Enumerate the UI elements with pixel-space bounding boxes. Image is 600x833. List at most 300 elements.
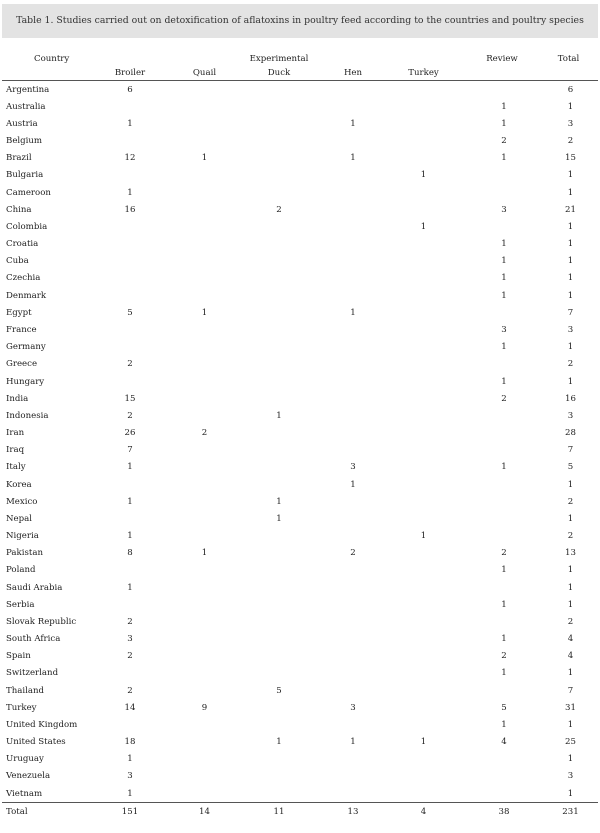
cell-country: Vietnam (6, 788, 43, 799)
cell-country: United States (6, 737, 66, 748)
cell-turkey (388, 459, 459, 476)
cell-country: Hungary (6, 376, 45, 387)
cell-total: 1 (567, 342, 574, 353)
table-row (2, 442, 598, 459)
cell-broiler (91, 339, 169, 356)
cell-duck (240, 115, 318, 132)
cell-turkey (388, 81, 459, 99)
cell-turkey (388, 150, 459, 167)
cell-turkey: 1 (420, 531, 427, 542)
table-row (2, 613, 598, 630)
cell-hen (318, 768, 388, 785)
cell-turkey (388, 270, 459, 287)
cell-country: France (6, 324, 37, 335)
cell-turkey (388, 115, 459, 132)
cell-turkey (388, 373, 459, 390)
cell-review (459, 768, 539, 785)
cell-hen (318, 527, 388, 544)
table-row (2, 596, 598, 613)
cell-broiler: 1 (127, 187, 133, 198)
cell-duck (240, 339, 318, 356)
cell-country: Australia (6, 101, 46, 112)
cell-review (459, 218, 539, 235)
cell-duck (240, 665, 318, 682)
cell-quail (169, 253, 240, 270)
cell-duck (240, 459, 318, 476)
cell-broiler (91, 236, 169, 253)
cell-total: 1 (567, 719, 574, 730)
cell-broiler (91, 218, 169, 235)
cell-turkey (388, 493, 459, 510)
cell-turkey (388, 596, 459, 613)
cell-turkey (388, 390, 459, 407)
cell-review (459, 442, 539, 459)
cell-duck (240, 545, 318, 562)
cell-quail (169, 459, 240, 476)
table-caption: Table 1. Studies carried out on detoxification of aflatoxins in poultry feed according to the countries and poultry species (2, 4, 598, 38)
cell-total: 31 (565, 702, 576, 713)
cell-duck (240, 562, 318, 579)
cell-turkey (388, 201, 459, 218)
cell-broiler: 7 (127, 445, 133, 456)
cell-total: 1 (567, 101, 574, 112)
cell-broiler: 2 (127, 651, 133, 662)
table-row (2, 751, 598, 768)
cell-quail: 1 (201, 153, 208, 164)
cell-total: 21 (565, 204, 576, 215)
cell-duck: 1 (276, 513, 282, 524)
cell-turkey (388, 613, 459, 630)
cell-hen: 3 (350, 702, 356, 713)
cell-review: 1 (501, 462, 507, 473)
cell-review: 1 (501, 342, 507, 353)
cell-review (459, 167, 539, 184)
cell-country: Nigeria (6, 531, 39, 542)
cell-turkey (388, 133, 459, 150)
table-container (2, 4, 598, 820)
cell-hen (318, 562, 388, 579)
cell-country: United Kingdom (6, 719, 78, 730)
cell-hen (318, 613, 388, 630)
cell-duck (240, 150, 318, 167)
cell-total: 25 (565, 737, 576, 748)
cell-review: 1 (501, 239, 507, 250)
cell-country: Bulgaria (6, 170, 44, 181)
cell-quail (169, 493, 240, 510)
cell-quail: 9 (201, 702, 208, 713)
cell-duck (240, 287, 318, 304)
cell-duck (240, 236, 318, 253)
cell-quail (169, 390, 240, 407)
cell-quail (169, 442, 240, 459)
cell-quail (169, 510, 240, 527)
cell-quail (169, 270, 240, 287)
cell-duck: 1 (276, 410, 282, 421)
table-row (2, 734, 598, 751)
cell-turkey (388, 321, 459, 338)
cell-country: Poland (6, 565, 36, 576)
table-row (2, 648, 598, 665)
cell-broiler (91, 98, 169, 115)
cell-country: Brazil (6, 153, 32, 164)
cell-review: 1 (501, 634, 507, 645)
cell-country: Venezuela (6, 771, 51, 782)
cell-total: 1 (567, 668, 574, 679)
total-turkey: 4 (388, 803, 459, 821)
cell-country: Czechia (6, 273, 41, 284)
cell-total: 1 (567, 582, 574, 593)
table-row (2, 407, 598, 424)
table-row (2, 424, 598, 441)
cell-hen (318, 81, 388, 99)
cell-country: Croatia (6, 239, 39, 250)
cell-hen (318, 218, 388, 235)
cell-country: Thailand (6, 685, 45, 696)
cell-total: 1 (567, 479, 574, 490)
cell-quail (169, 527, 240, 544)
table-row (2, 236, 598, 253)
cell-quail (169, 218, 240, 235)
cell-turkey (388, 407, 459, 424)
cell-hen (318, 236, 388, 253)
cell-quail (169, 133, 240, 150)
cell-broiler: 8 (127, 548, 133, 559)
cell-duck (240, 648, 318, 665)
table-row (2, 287, 598, 304)
cell-duck (240, 699, 318, 716)
cell-broiler: 1 (127, 531, 133, 542)
cell-country: Indonesia (6, 410, 49, 421)
cell-country: Saudi Arabia (6, 582, 63, 593)
total-total: 231 (539, 803, 598, 821)
cell-broiler: 2 (127, 616, 133, 627)
cell-total: 2 (567, 496, 574, 507)
cell-quail (169, 167, 240, 184)
cell-turkey (388, 562, 459, 579)
cell-total: 16 (565, 393, 576, 404)
cell-broiler: 16 (124, 204, 136, 215)
cell-review: 3 (501, 204, 507, 215)
cell-quail (169, 98, 240, 115)
cell-review: 4 (501, 737, 507, 748)
cell-quail (169, 648, 240, 665)
cell-turkey (388, 424, 459, 441)
cell-duck: 5 (276, 685, 282, 696)
cell-duck (240, 133, 318, 150)
cell-duck (240, 321, 318, 338)
total-quail: 14 (169, 803, 240, 821)
cell-review (459, 407, 539, 424)
cell-review (459, 527, 539, 544)
cell-hen: 1 (350, 737, 356, 748)
table-row (2, 184, 598, 201)
cell-review (459, 579, 539, 596)
cell-review (459, 682, 539, 699)
cell-broiler (91, 373, 169, 390)
cell-hen (318, 356, 388, 373)
cell-hen (318, 373, 388, 390)
cell-turkey (388, 631, 459, 648)
cell-country: Korea (6, 479, 32, 490)
cell-review: 1 (501, 153, 507, 164)
table-row (2, 493, 598, 510)
cell-hen: 1 (350, 153, 356, 164)
cell-broiler (91, 510, 169, 527)
cell-duck (240, 270, 318, 287)
cell-duck (240, 184, 318, 201)
cell-broiler: 2 (127, 410, 133, 421)
cell-review: 2 (501, 651, 507, 662)
cell-hen (318, 442, 388, 459)
cell-broiler (91, 665, 169, 682)
cell-quail: 1 (201, 548, 208, 559)
table-row (2, 81, 598, 99)
cell-review: 3 (501, 324, 507, 335)
cell-hen (318, 287, 388, 304)
cell-duck (240, 304, 318, 321)
cell-turkey (388, 442, 459, 459)
cell-total: 7 (567, 445, 574, 456)
table-row (2, 339, 598, 356)
cell-review: 1 (501, 118, 507, 129)
cell-review (459, 356, 539, 373)
cell-review (459, 424, 539, 441)
cell-broiler: 2 (127, 359, 133, 370)
cell-hen (318, 716, 388, 733)
cell-broiler: 14 (124, 702, 136, 713)
cell-broiler: 1 (127, 788, 133, 799)
cell-duck (240, 98, 318, 115)
cell-duck (240, 716, 318, 733)
cell-turkey (388, 682, 459, 699)
cell-broiler: 26 (124, 428, 136, 439)
table-row (2, 682, 598, 699)
cell-broiler (91, 287, 169, 304)
cell-quail (169, 81, 240, 99)
cell-country: Italy (6, 462, 26, 473)
total-review: 38 (459, 803, 539, 821)
cell-quail (169, 596, 240, 613)
cell-duck (240, 596, 318, 613)
cell-total: 2 (567, 136, 574, 147)
header-broiler: Broiler (91, 65, 169, 81)
cell-quail (169, 665, 240, 682)
cell-hen: 2 (350, 548, 356, 559)
table-row (2, 150, 598, 167)
header-total: Total (557, 54, 580, 64)
cell-broiler: 1 (127, 496, 133, 507)
table-row (2, 321, 598, 338)
cell-country: China (6, 204, 32, 215)
cell-duck (240, 253, 318, 270)
cell-hen (318, 579, 388, 596)
cell-hen (318, 270, 388, 287)
cell-duck (240, 373, 318, 390)
cell-broiler (91, 596, 169, 613)
cell-country: Egypt (6, 307, 32, 318)
cell-hen: 1 (350, 307, 356, 318)
cell-country: Slovak Republic (6, 616, 77, 627)
table-row (2, 115, 598, 132)
cell-total: 2 (567, 359, 574, 370)
cell-turkey (388, 304, 459, 321)
cell-duck (240, 476, 318, 493)
table-row (2, 356, 598, 373)
table-row (2, 459, 598, 476)
cell-total: 4 (567, 651, 574, 662)
cell-total: 1 (567, 513, 574, 524)
cell-quail (169, 613, 240, 630)
cell-quail (169, 785, 240, 803)
cell-hen: 1 (350, 479, 356, 490)
cell-hen (318, 339, 388, 356)
cell-turkey (388, 751, 459, 768)
cell-broiler (91, 716, 169, 733)
header-hen: Hen (318, 65, 388, 81)
cell-total: 1 (567, 187, 574, 198)
cell-quail (169, 373, 240, 390)
table-row (2, 98, 598, 115)
cell-turkey (388, 768, 459, 785)
cell-quail (169, 115, 240, 132)
cell-country: Mexico (6, 496, 38, 507)
cell-hen (318, 493, 388, 510)
cell-turkey: 1 (420, 737, 427, 748)
cell-total: 1 (567, 565, 574, 576)
cell-country: Greece (6, 359, 38, 370)
cell-total: 13 (565, 548, 576, 559)
cell-review: 1 (501, 668, 507, 679)
cell-country: Uruguay (6, 754, 44, 765)
table-row (2, 665, 598, 682)
cell-country: Austria (6, 118, 38, 129)
table-row (2, 270, 598, 287)
cell-broiler: 1 (127, 754, 133, 765)
table-row (2, 373, 598, 390)
cell-total: 4 (567, 634, 574, 645)
cell-quail (169, 476, 240, 493)
table-row (2, 631, 598, 648)
cell-review: 2 (501, 393, 507, 404)
table-row (2, 768, 598, 785)
cell-duck (240, 768, 318, 785)
cell-hen (318, 167, 388, 184)
cell-country: Serbia (6, 599, 35, 610)
cell-duck (240, 442, 318, 459)
cell-broiler (91, 562, 169, 579)
cell-hen (318, 596, 388, 613)
cell-quail (169, 201, 240, 218)
cell-broiler: 6 (127, 84, 133, 95)
cell-country: Cameroon (6, 187, 51, 198)
cell-turkey (388, 339, 459, 356)
cell-total: 1 (567, 221, 574, 232)
cell-total: 28 (565, 428, 576, 439)
cell-review (459, 785, 539, 803)
cell-total: 2 (567, 616, 574, 627)
table-row (2, 527, 598, 544)
cell-hen (318, 201, 388, 218)
cell-country: Switzerland (6, 668, 59, 679)
cell-quail: 2 (201, 428, 208, 439)
cell-duck: 1 (276, 496, 282, 507)
cell-turkey (388, 665, 459, 682)
cell-quail (169, 287, 240, 304)
cell-review: 1 (501, 599, 507, 610)
cell-country: Pakistan (6, 548, 43, 559)
cell-duck: 1 (276, 737, 282, 748)
cell-duck (240, 785, 318, 803)
cell-hen (318, 390, 388, 407)
table-row (2, 133, 598, 150)
cell-turkey (388, 545, 459, 562)
cell-duck (240, 167, 318, 184)
cell-broiler: 3 (127, 771, 133, 782)
cell-turkey (388, 699, 459, 716)
cell-broiler: 5 (127, 307, 133, 318)
cell-country: Iraq (6, 445, 25, 456)
cell-review (459, 81, 539, 99)
cell-total: 1 (567, 290, 574, 301)
cell-hen (318, 682, 388, 699)
cell-quail (169, 236, 240, 253)
cell-turkey (388, 184, 459, 201)
cell-country: Spain (6, 651, 31, 662)
cell-duck (240, 356, 318, 373)
cell-country: Belgium (6, 136, 43, 147)
cell-hen (318, 407, 388, 424)
header-experimental: Experimental (249, 54, 309, 64)
cell-broiler (91, 476, 169, 493)
cell-turkey (388, 253, 459, 270)
cell-review (459, 184, 539, 201)
cell-hen (318, 648, 388, 665)
cell-broiler: 15 (124, 393, 136, 404)
cell-review: 1 (501, 101, 507, 112)
cell-duck (240, 613, 318, 630)
cell-review: 5 (501, 702, 507, 713)
cell-quail (169, 768, 240, 785)
cell-quail: 1 (201, 307, 208, 318)
cell-total: 6 (567, 84, 574, 95)
cell-broiler: 1 (127, 462, 133, 473)
cell-duck (240, 579, 318, 596)
cell-hen (318, 321, 388, 338)
table-row (2, 510, 598, 527)
cell-turkey (388, 476, 459, 493)
cell-broiler (91, 321, 169, 338)
cell-turkey (388, 510, 459, 527)
cell-review (459, 304, 539, 321)
cell-hen (318, 510, 388, 527)
cell-broiler (91, 167, 169, 184)
cell-quail (169, 682, 240, 699)
cell-quail (169, 579, 240, 596)
cell-turkey (388, 648, 459, 665)
cell-country: Colombia (6, 221, 48, 232)
cell-duck (240, 631, 318, 648)
table-row (2, 390, 598, 407)
data-table (2, 38, 598, 820)
cell-duck: 2 (276, 204, 282, 215)
cell-turkey (388, 287, 459, 304)
cell-broiler: 1 (127, 118, 133, 129)
header-duck: Duck (240, 65, 318, 81)
cell-review: 1 (501, 256, 507, 267)
cell-country: South Africa (6, 634, 61, 645)
header-turkey: Turkey (388, 65, 459, 81)
cell-hen (318, 785, 388, 803)
